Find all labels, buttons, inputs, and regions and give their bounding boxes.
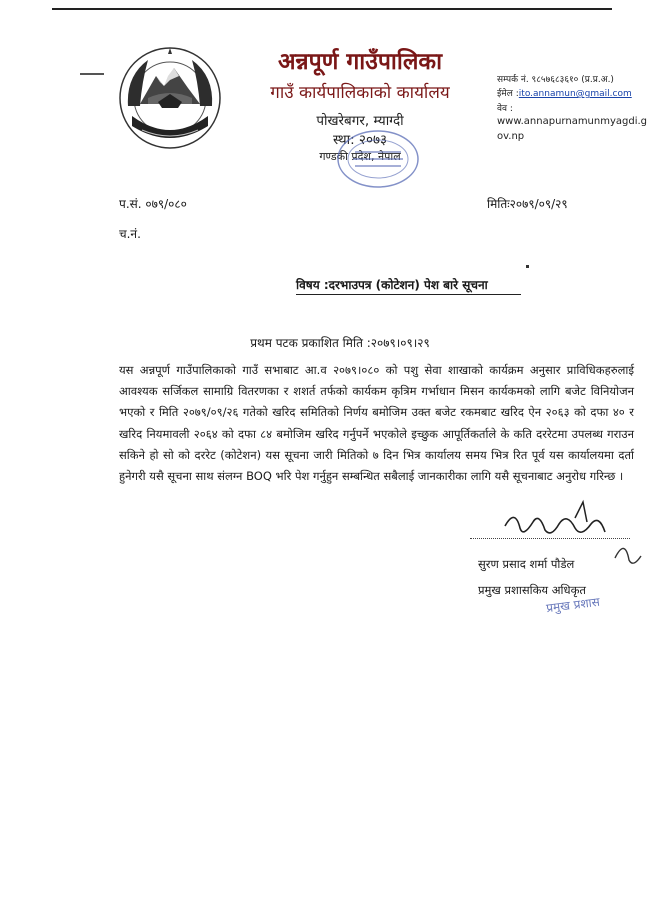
published-date: प्रथम पटक प्रकाशित मिति :२०७९।०९।२९ <box>250 336 430 350</box>
subject-underline <box>296 294 521 295</box>
province-name: गण्डकी प्रदेश, नेपाल <box>319 150 401 163</box>
letter-date: मितिः२०७९/०९/२९ <box>487 197 568 211</box>
email-label: ईमेल : <box>497 89 519 99</box>
contact-email <box>497 86 632 99</box>
office-name: गाउँ कार्यपालिकाको कार्यालय <box>270 83 450 103</box>
municipality-name: अन्नपूर्ण गाउँपालिका <box>277 49 443 75</box>
signatory-designation: प्रमुख प्रशासकिय अधिकृत <box>478 583 586 597</box>
margin-mark <box>80 73 104 75</box>
office-location: पोखरेबगर, म्याग्दी <box>316 113 404 129</box>
reference-number: प.सं. ०७९/०८० <box>119 197 187 211</box>
nepal-emblem-icon <box>118 46 222 150</box>
signature-line <box>470 536 630 539</box>
signatory-name: सुरण प्रसाद शर्मा पौडेल <box>478 557 575 571</box>
top-rule <box>52 8 612 10</box>
website-label: वेव : <box>497 104 513 114</box>
letter-subject: विषय :दरभाउपत्र (कोटेशन) पेश बारे सूचना <box>296 278 488 292</box>
website-link[interactable]: www.annapurnamunmyagdi.gov.np <box>497 116 648 142</box>
dispatch-number: च.नं. <box>119 227 141 241</box>
established-year: स्था: २०७३ <box>332 132 388 148</box>
office-stamp-icon <box>335 128 421 190</box>
email-link[interactable]: ito.annamun@gmail.com <box>518 89 632 99</box>
notice-body: यस अन्नपूर्ण गाउँपालिकाको गाउँ सभाबाट आ.व २०७९।०८० को पशु सेवा शाखाको कार्यक्रम अनुसार प्राविधिकहरुलाई आवश्यक सर्जिकल सामाग्रि वितरणका र शशर्त तर्फको कार्यकम कृत्रिम गर्भाधान मिसन कार्यकमको लागि बजेट विनियोजन भएको र मिति २०७९/०९/२६ गतेको खरिद समितिको निर्णय बमोजिम उक्त बजेट रकमबाट खरिद ऐन २०६३ को दफा ४० र खरिद नियमावली २०६४ को दफा ८४ बमोजिम खरिद गर्नुपर्ने भएकोले इच्छुक आपूर्तिकर्ताले के कति दररेटमा उपलब्ध गराउन सकिने हो सो को दररेट (कोटेशन) यस सूचना जारी मितिको ७ दिन भित्र कार्यालय समय भित्र रित पूर्व यस कार्यालयमा दर्ता हुनेगरी यसै सूचना साथ संलग्न BOQ भरि पेश गर्नुहुन सम्बन्धित सबैलाई जानकारीका लागि यसै सूचनाबाट अनुरोध गरिन्छ । <box>119 363 634 484</box>
designation-stamp: प्रमुख प्रशास <box>545 594 601 616</box>
scan-speck <box>526 265 529 268</box>
contact-phone: सम्पर्क नं. ९८५७६८३६१० (प्र.प्र.अ.) <box>497 75 614 85</box>
